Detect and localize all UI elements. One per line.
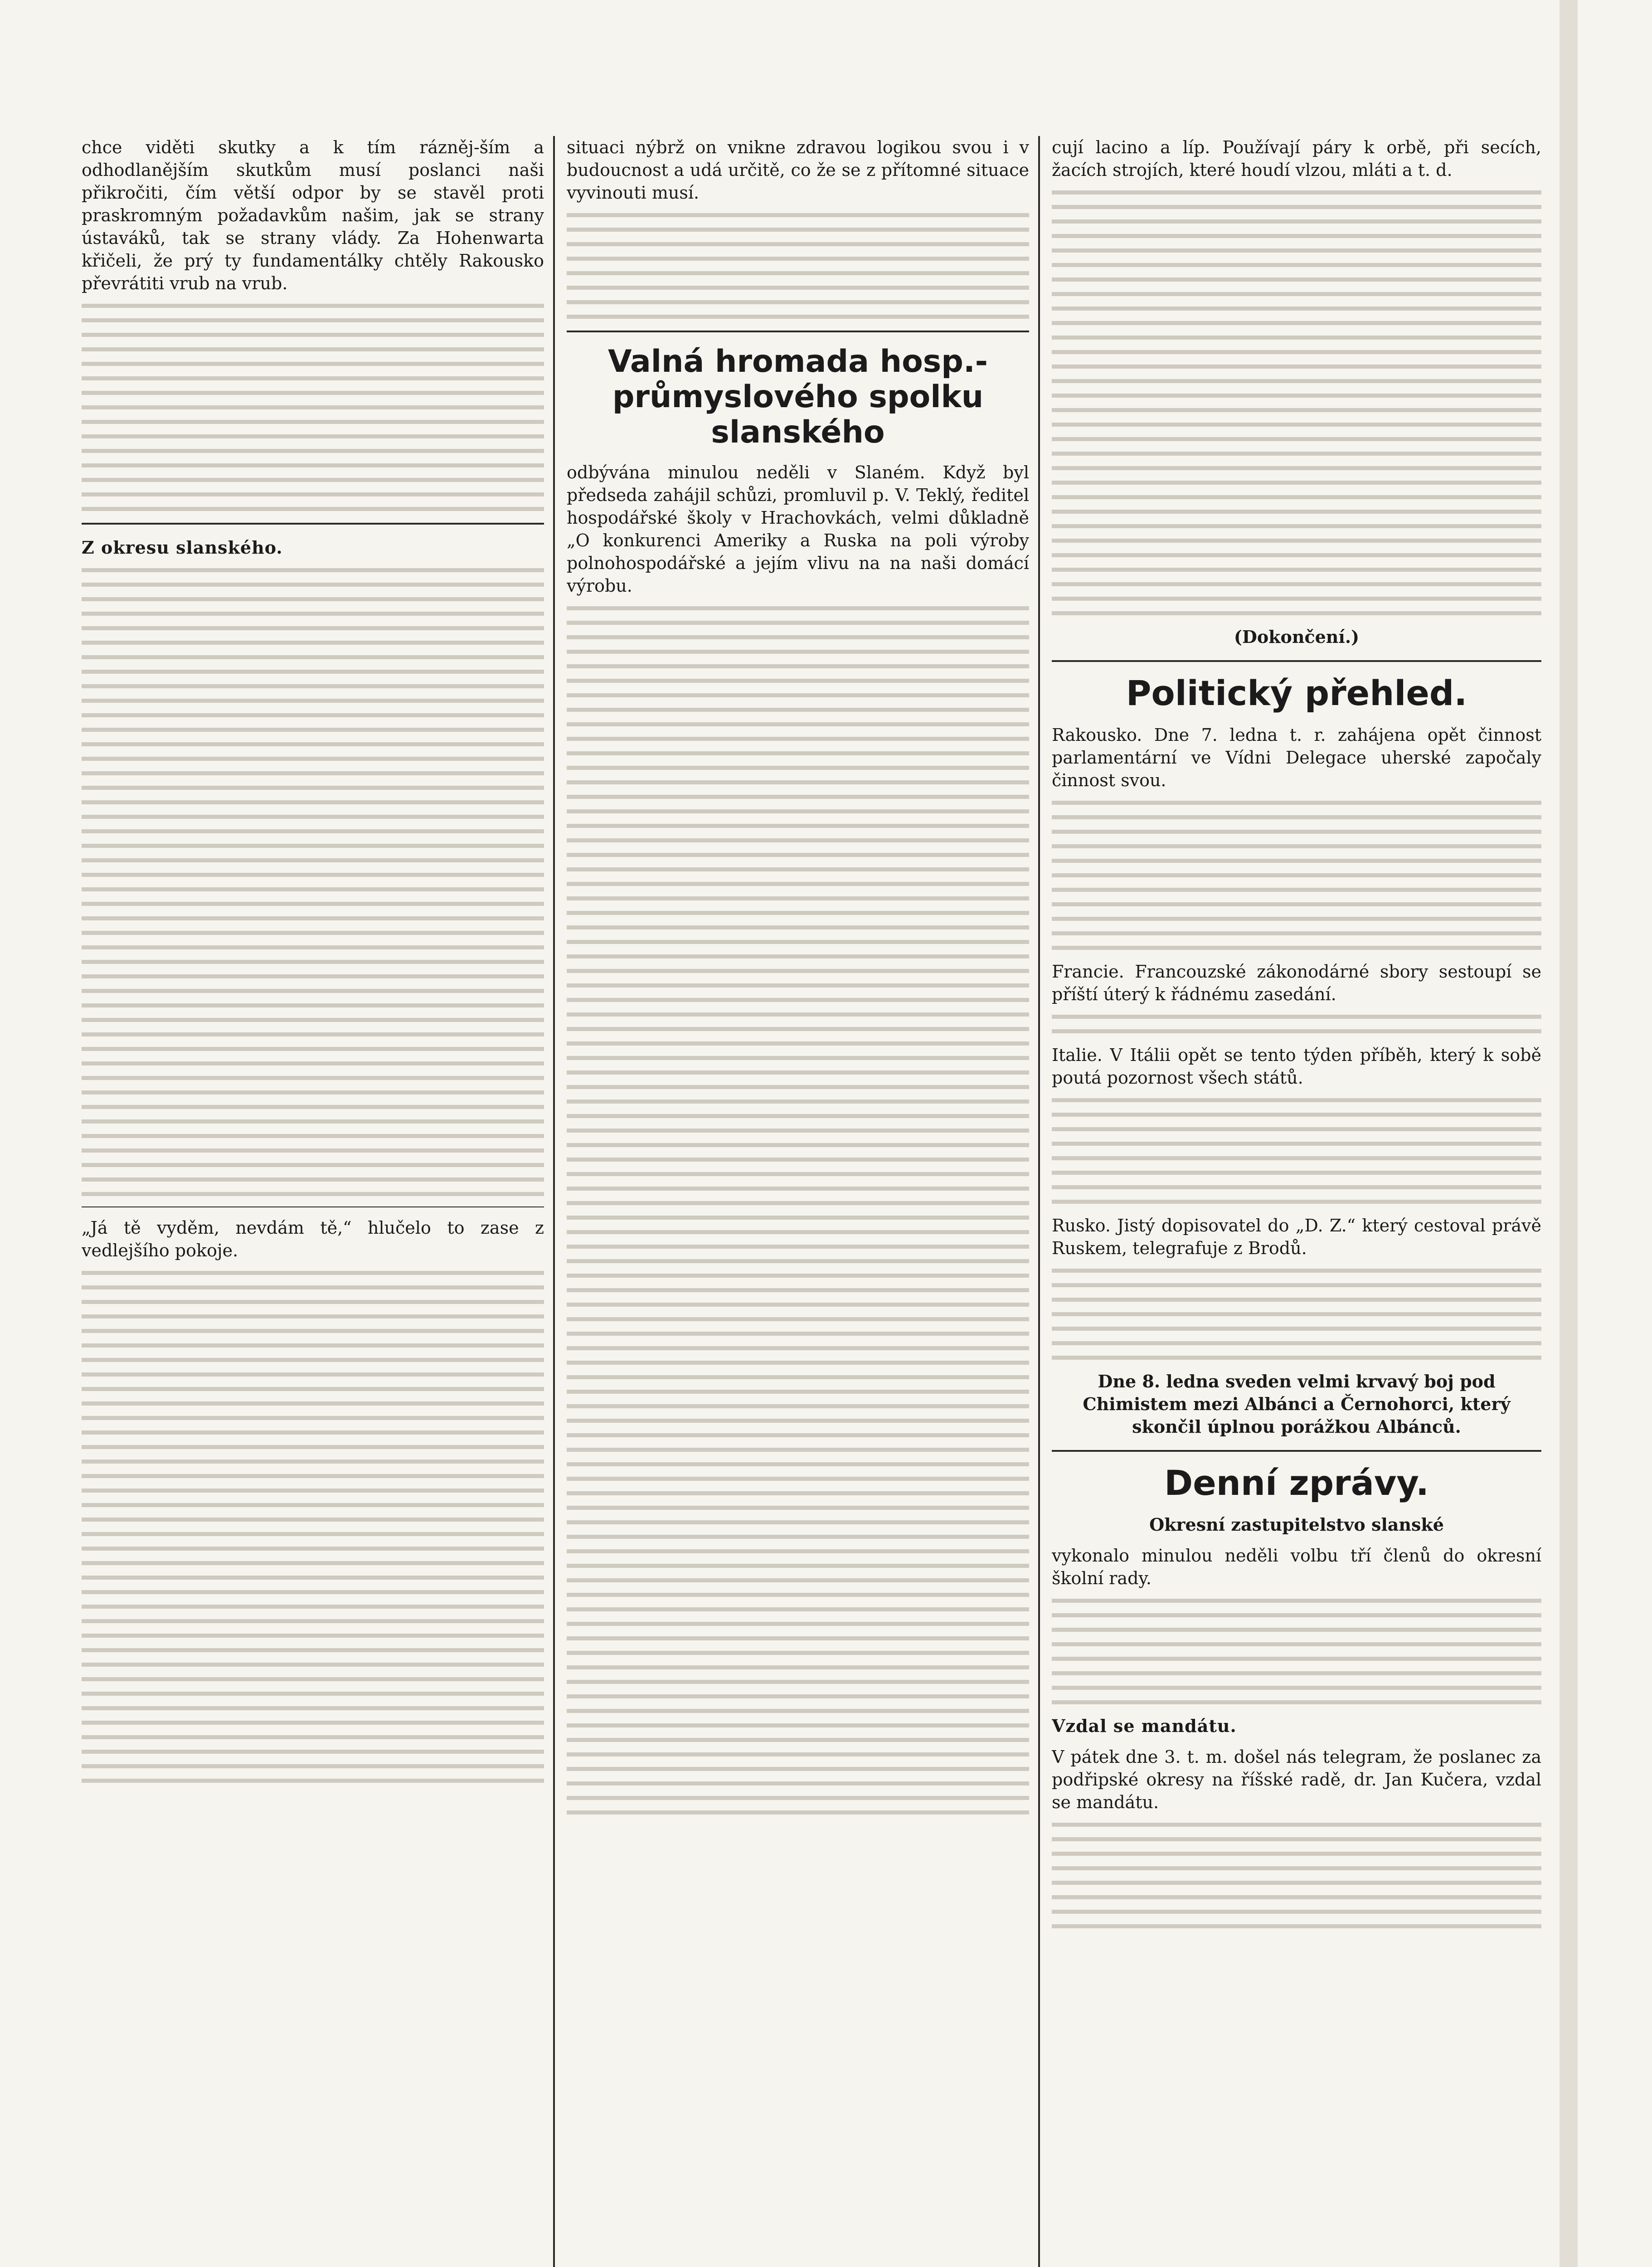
text-line bbox=[567, 1723, 1029, 1727]
text-line bbox=[1052, 1852, 1541, 1856]
text-line bbox=[567, 940, 1029, 944]
text-line bbox=[567, 838, 1029, 842]
text-line bbox=[1052, 234, 1541, 238]
text-line bbox=[1052, 1671, 1541, 1675]
text-line bbox=[1052, 859, 1541, 863]
text-line bbox=[567, 722, 1029, 726]
text-line bbox=[567, 1419, 1029, 1423]
text-line bbox=[82, 1061, 544, 1065]
page-edge-shadow bbox=[1560, 0, 1578, 2267]
text-line bbox=[1052, 205, 1541, 209]
column-1 bbox=[82, 136, 544, 2267]
text-line bbox=[567, 780, 1029, 784]
text-line bbox=[567, 621, 1029, 625]
text-line bbox=[1052, 466, 1541, 470]
text-line bbox=[1052, 277, 1541, 282]
text-line bbox=[1052, 1823, 1541, 1827]
text-line bbox=[567, 1158, 1029, 1162]
text-line bbox=[567, 1709, 1029, 1713]
text-line bbox=[1052, 336, 1541, 340]
text-line bbox=[82, 1003, 544, 1007]
text-line bbox=[567, 1201, 1029, 1205]
text-line bbox=[567, 1114, 1029, 1118]
feuilleton-text: „Já tě vyděm, nevdám tě,“ hlučelo to zase z vedlejšího pokoje. bbox=[82, 1218, 544, 1260]
text-line bbox=[567, 679, 1029, 683]
column-rule bbox=[1038, 136, 1040, 2267]
text-line bbox=[82, 1300, 544, 1304]
column-3 bbox=[1052, 136, 1541, 2267]
text-line bbox=[82, 786, 544, 790]
text-line bbox=[567, 1767, 1029, 1771]
text-line bbox=[1052, 394, 1541, 398]
text-line bbox=[82, 1090, 544, 1095]
article-continuation-text: situaci nýbrž on vnikne zdravou logikou svou i v budoucnost a udá určitě, co že se z přítomné situace vyvinouti musí. bbox=[567, 137, 1029, 203]
text-line bbox=[82, 1401, 544, 1406]
text-line bbox=[567, 1593, 1029, 1597]
feuilleton-divider bbox=[82, 1206, 544, 1207]
text-line bbox=[567, 1578, 1029, 1582]
text-line bbox=[567, 882, 1029, 886]
text-line bbox=[82, 641, 544, 645]
text-line bbox=[567, 1665, 1029, 1669]
column-2 bbox=[567, 136, 1029, 2267]
text-line bbox=[1052, 292, 1541, 296]
text-line bbox=[1052, 1613, 1541, 1617]
text-line bbox=[567, 1027, 1029, 1031]
news-heading: Vzdal se mandátu. bbox=[1052, 1716, 1237, 1736]
text-line bbox=[82, 931, 544, 935]
text-line bbox=[567, 1317, 1029, 1321]
text-line bbox=[82, 1430, 544, 1435]
text-line bbox=[82, 858, 544, 862]
text-line bbox=[82, 1648, 544, 1652]
text-line bbox=[567, 1448, 1029, 1452]
text-line bbox=[1052, 917, 1541, 921]
text-line bbox=[82, 1343, 544, 1348]
text-line bbox=[82, 1489, 544, 1493]
text-line bbox=[82, 1076, 544, 1080]
text-line bbox=[567, 1680, 1029, 1684]
text-line bbox=[82, 815, 544, 819]
text-line bbox=[82, 728, 544, 732]
text-line bbox=[82, 1779, 544, 1783]
text-line bbox=[567, 1810, 1029, 1815]
text-line bbox=[82, 1459, 544, 1464]
text-line bbox=[82, 1314, 544, 1318]
text-line bbox=[82, 684, 544, 688]
text-line bbox=[567, 286, 1029, 290]
text-line bbox=[82, 989, 544, 993]
politics-austria: Rakousko. Dne 7. ledna t. r. zahájena opět činnost parlamentární ve Vídni Delegace uherské započaly činnost svou. bbox=[1052, 725, 1541, 790]
text-line bbox=[567, 766, 1029, 770]
text-line bbox=[1052, 1029, 1541, 1033]
text-line bbox=[1052, 611, 1541, 615]
text-line bbox=[1052, 931, 1541, 935]
text-line bbox=[567, 1375, 1029, 1379]
text-line bbox=[82, 376, 544, 380]
continuation-note: (Dokončení.) bbox=[1234, 627, 1360, 647]
text-line bbox=[82, 757, 544, 761]
text-line bbox=[82, 1634, 544, 1638]
text-line bbox=[567, 867, 1029, 871]
text-line bbox=[1052, 263, 1541, 267]
text-line bbox=[82, 333, 544, 337]
text-line bbox=[82, 1619, 544, 1623]
text-line bbox=[82, 1134, 544, 1138]
text-line bbox=[82, 1503, 544, 1507]
text-line bbox=[567, 925, 1029, 929]
text-line bbox=[1052, 379, 1541, 383]
text-line bbox=[567, 795, 1029, 799]
text-line bbox=[567, 606, 1029, 610]
text-line bbox=[82, 1192, 544, 1196]
news-text: vykonalo minulou neděli volbu tří členů do okresní školní rady. bbox=[1052, 1546, 1541, 1588]
text-line bbox=[1052, 1895, 1541, 1899]
text-line bbox=[1052, 524, 1541, 528]
text-line bbox=[567, 1491, 1029, 1495]
text-line bbox=[82, 478, 544, 482]
text-line bbox=[82, 844, 544, 848]
text-line bbox=[567, 300, 1029, 304]
text-line bbox=[567, 1651, 1029, 1655]
text-line bbox=[82, 434, 544, 438]
text-line bbox=[1052, 481, 1541, 485]
text-line bbox=[567, 242, 1029, 246]
text-line bbox=[82, 1177, 544, 1182]
text-line bbox=[567, 228, 1029, 232]
newspaper-page bbox=[82, 136, 1541, 2267]
text-line bbox=[82, 1329, 544, 1333]
text-line bbox=[82, 1590, 544, 1594]
text-line bbox=[567, 693, 1029, 697]
text-line bbox=[1052, 1341, 1541, 1345]
politics-italy: Italie. V Itálii opět se tento týden příběh, který k sobě poutá pozornost všech států. bbox=[1052, 1045, 1541, 1088]
text-line bbox=[1052, 1015, 1541, 1019]
text-line bbox=[567, 1172, 1029, 1176]
text-line bbox=[1052, 408, 1541, 412]
text-line bbox=[82, 1445, 544, 1449]
text-line bbox=[1052, 1113, 1541, 1117]
text-line bbox=[567, 1303, 1029, 1307]
section-divider bbox=[82, 523, 544, 525]
text-line bbox=[1052, 1200, 1541, 1204]
text-line bbox=[82, 945, 544, 949]
text-line bbox=[82, 583, 544, 587]
text-line bbox=[567, 1433, 1029, 1437]
article-continuation-text: cují lacino a líp. Používají páry k orbě, při secích, žacích strojích, které houdí vlzou, mláti a t. d. bbox=[1052, 137, 1541, 180]
text-line bbox=[567, 213, 1029, 217]
text-line bbox=[567, 1129, 1029, 1133]
text-line bbox=[567, 650, 1029, 654]
text-line bbox=[567, 1099, 1029, 1104]
text-line bbox=[567, 1564, 1029, 1568]
text-line bbox=[82, 974, 544, 978]
text-line bbox=[567, 1520, 1029, 1524]
text-line bbox=[1052, 1642, 1541, 1646]
text-line bbox=[82, 318, 544, 322]
text-line bbox=[1052, 1171, 1541, 1175]
text-line bbox=[567, 1085, 1029, 1089]
text-line bbox=[82, 1148, 544, 1153]
text-line bbox=[567, 1012, 1029, 1017]
text-line bbox=[567, 1070, 1029, 1075]
text-line bbox=[82, 391, 544, 395]
text-line bbox=[82, 1547, 544, 1551]
text-line bbox=[567, 1259, 1029, 1263]
text-line bbox=[567, 1056, 1029, 1060]
text-line bbox=[1052, 437, 1541, 441]
text-line bbox=[1052, 1866, 1541, 1870]
text-line bbox=[567, 1636, 1029, 1640]
text-line bbox=[82, 1677, 544, 1681]
text-line bbox=[1052, 1142, 1541, 1146]
text-line bbox=[82, 1047, 544, 1051]
text-line bbox=[1052, 306, 1541, 311]
text-line bbox=[1052, 219, 1541, 224]
text-line bbox=[82, 1119, 544, 1124]
text-line bbox=[82, 405, 544, 409]
text-line bbox=[567, 635, 1029, 639]
text-line bbox=[82, 1764, 544, 1768]
text-line bbox=[82, 463, 544, 467]
text-line bbox=[1052, 190, 1541, 195]
text-line bbox=[567, 1274, 1029, 1278]
text-line bbox=[1052, 1910, 1541, 1914]
text-line bbox=[1052, 1700, 1541, 1704]
bulletin-text: Dne 8. ledna sveden velmi krvavý boj pod Chimistem mezi Albánci a Černohorci, který skončil úplnou porážkou Albánců. bbox=[1083, 1371, 1511, 1437]
text-line bbox=[82, 1474, 544, 1478]
text-line bbox=[567, 1143, 1029, 1147]
text-line bbox=[82, 1706, 544, 1710]
text-line bbox=[82, 887, 544, 891]
text-line bbox=[82, 597, 544, 601]
text-line bbox=[82, 1163, 544, 1167]
news-heading: Okresní zastupitelstvo slanské bbox=[1149, 1514, 1444, 1535]
text-line bbox=[567, 1477, 1029, 1481]
text-line bbox=[567, 1346, 1029, 1350]
section-heading: Z okresu slanského. bbox=[82, 537, 283, 558]
text-line bbox=[1052, 582, 1541, 586]
text-line bbox=[1052, 1837, 1541, 1841]
text-line bbox=[1052, 350, 1541, 354]
text-line bbox=[567, 1796, 1029, 1800]
text-line bbox=[82, 1518, 544, 1522]
text-line bbox=[1052, 1881, 1541, 1885]
text-line bbox=[82, 1358, 544, 1362]
text-line bbox=[567, 1332, 1029, 1336]
text-line bbox=[1052, 248, 1541, 253]
text-line bbox=[82, 1561, 544, 1565]
text-line bbox=[82, 873, 544, 877]
text-line bbox=[1052, 830, 1541, 834]
text-line bbox=[82, 1735, 544, 1739]
text-line bbox=[1052, 1298, 1541, 1302]
text-line bbox=[567, 257, 1029, 261]
text-line bbox=[567, 1607, 1029, 1611]
text-line bbox=[1052, 1269, 1541, 1273]
text-line bbox=[1052, 888, 1541, 892]
text-line bbox=[1052, 495, 1541, 499]
text-line bbox=[567, 1187, 1029, 1191]
text-line bbox=[567, 1752, 1029, 1756]
text-line bbox=[82, 1416, 544, 1420]
text-line bbox=[1052, 1327, 1541, 1331]
text-line bbox=[567, 1288, 1029, 1292]
text-line bbox=[567, 1361, 1029, 1365]
text-line bbox=[567, 983, 1029, 988]
text-line bbox=[567, 1390, 1029, 1394]
text-line bbox=[82, 420, 544, 424]
text-line bbox=[82, 1018, 544, 1022]
text-line bbox=[1052, 1657, 1541, 1661]
text-line bbox=[1052, 1686, 1541, 1690]
text-line bbox=[567, 1404, 1029, 1408]
text-line bbox=[1052, 321, 1541, 325]
text-line bbox=[82, 742, 544, 746]
text-line bbox=[1052, 815, 1541, 819]
text-line bbox=[1052, 1628, 1541, 1632]
text-line bbox=[567, 1738, 1029, 1742]
text-line bbox=[567, 1781, 1029, 1785]
text-line bbox=[82, 1285, 544, 1289]
text-line bbox=[1052, 1098, 1541, 1102]
text-line bbox=[567, 896, 1029, 900]
text-line bbox=[82, 626, 544, 630]
text-line bbox=[567, 1549, 1029, 1553]
text-line bbox=[567, 1041, 1029, 1046]
text-line bbox=[567, 664, 1029, 668]
text-line bbox=[567, 1245, 1029, 1249]
text-line bbox=[567, 708, 1029, 712]
text-line bbox=[567, 1216, 1029, 1220]
text-line bbox=[1052, 1924, 1541, 1928]
text-line bbox=[1052, 1356, 1541, 1360]
text-line bbox=[567, 853, 1029, 857]
text-line bbox=[82, 699, 544, 703]
text-line bbox=[567, 1535, 1029, 1539]
article-lead-text: odbývána minulou neděli v Slaném. Když byl předseda zahájil schůzi, promluvil p. V. Teklý, ředitel hospodářské školy v Hrachovkách, velmi důkladně „O konkurenci Ameriky a Ruska na poli výroby polnohospodářské a jejím vlivu na na naši domácí výrobu. bbox=[567, 462, 1029, 596]
text-line bbox=[82, 449, 544, 453]
text-line bbox=[567, 911, 1029, 915]
text-line bbox=[567, 1622, 1029, 1626]
text-line bbox=[1052, 568, 1541, 572]
text-line bbox=[567, 809, 1029, 813]
news-text: V pátek dne 3. t. m. došel nás telegram, že poslanec za podřipské okresy na říšské radě, dr. Jan Kučera, vzdal se mandátu. bbox=[1052, 1747, 1541, 1812]
text-line bbox=[567, 751, 1029, 755]
text-line bbox=[82, 1576, 544, 1580]
text-line bbox=[82, 1372, 544, 1377]
text-line bbox=[82, 1605, 544, 1609]
text-line bbox=[1052, 1283, 1541, 1287]
text-line bbox=[82, 902, 544, 906]
text-line bbox=[82, 1721, 544, 1725]
text-line bbox=[567, 998, 1029, 1002]
text-line bbox=[82, 713, 544, 717]
text-line bbox=[567, 1694, 1029, 1698]
text-line bbox=[1052, 539, 1541, 543]
text-line bbox=[1052, 365, 1541, 369]
text-line bbox=[567, 737, 1029, 741]
text-line bbox=[1052, 801, 1541, 805]
text-line bbox=[1052, 553, 1541, 557]
text-line bbox=[82, 362, 544, 366]
column-rule bbox=[553, 136, 555, 2267]
text-line bbox=[82, 568, 544, 572]
text-line bbox=[82, 670, 544, 674]
text-line bbox=[1052, 873, 1541, 877]
text-line bbox=[82, 1750, 544, 1754]
text-line bbox=[82, 1663, 544, 1667]
text-line bbox=[1052, 844, 1541, 848]
text-line bbox=[82, 800, 544, 804]
text-line bbox=[1052, 902, 1541, 906]
text-line bbox=[1052, 946, 1541, 950]
article-intro-text: chce viděti skutky a k tím rázněj‑ším a odhodlanějším skutkům musí poslanci naši přikročiti, čím větší odpor by se stavěl proti praskromným požadavkům našim, jak se strany ústaváků, tak se strany vlády. Za Hohenwarta křičeli, že prý ty fundamentálky chtěly Rakousko převrátiti vrub na vrub. bbox=[82, 137, 544, 293]
daily-news-heading: Denní zprávy. bbox=[1164, 1463, 1429, 1503]
text-line bbox=[82, 1271, 544, 1275]
text-line bbox=[1052, 452, 1541, 456]
text-line bbox=[82, 1105, 544, 1109]
text-line bbox=[1052, 1599, 1541, 1603]
text-line bbox=[82, 771, 544, 775]
section-divider bbox=[1052, 1450, 1541, 1452]
text-line bbox=[82, 1692, 544, 1696]
article-headline: Valná hromada hosp.-průmyslového spolku slanského bbox=[607, 344, 988, 450]
text-line bbox=[82, 1532, 544, 1536]
text-line bbox=[82, 492, 544, 496]
text-line bbox=[1052, 597, 1541, 601]
text-line bbox=[82, 655, 544, 659]
text-line bbox=[82, 1387, 544, 1391]
text-line bbox=[1052, 510, 1541, 514]
text-line bbox=[567, 1230, 1029, 1234]
text-line bbox=[82, 304, 544, 308]
text-line bbox=[567, 1506, 1029, 1510]
section-divider bbox=[1052, 660, 1541, 662]
text-line bbox=[82, 612, 544, 616]
text-line bbox=[1052, 1127, 1541, 1131]
section-divider bbox=[567, 331, 1029, 332]
text-line bbox=[567, 969, 1029, 973]
text-line bbox=[567, 954, 1029, 958]
text-line bbox=[82, 1032, 544, 1036]
text-line bbox=[1052, 1185, 1541, 1189]
text-line bbox=[1052, 423, 1541, 427]
text-line bbox=[567, 271, 1029, 275]
politics-heading: Politický přehled. bbox=[1126, 673, 1467, 713]
text-line bbox=[82, 916, 544, 920]
text-line bbox=[567, 1462, 1029, 1466]
text-line bbox=[567, 315, 1029, 319]
text-line bbox=[82, 960, 544, 964]
politics-france: Francie. Francouzské zákonodárné sbory sestoupí se příští úterý k řádnému zasedání. bbox=[1052, 962, 1541, 1004]
text-line bbox=[82, 347, 544, 351]
text-line bbox=[82, 829, 544, 833]
text-line bbox=[82, 507, 544, 511]
politics-russia: Rusko. Jistý dopisovatel do „D. Z.“ který cestoval právě Ruskem, telegrafuje z Brodů. bbox=[1052, 1216, 1541, 1258]
text-line bbox=[567, 824, 1029, 828]
text-line bbox=[1052, 1312, 1541, 1316]
text-line bbox=[1052, 1156, 1541, 1160]
